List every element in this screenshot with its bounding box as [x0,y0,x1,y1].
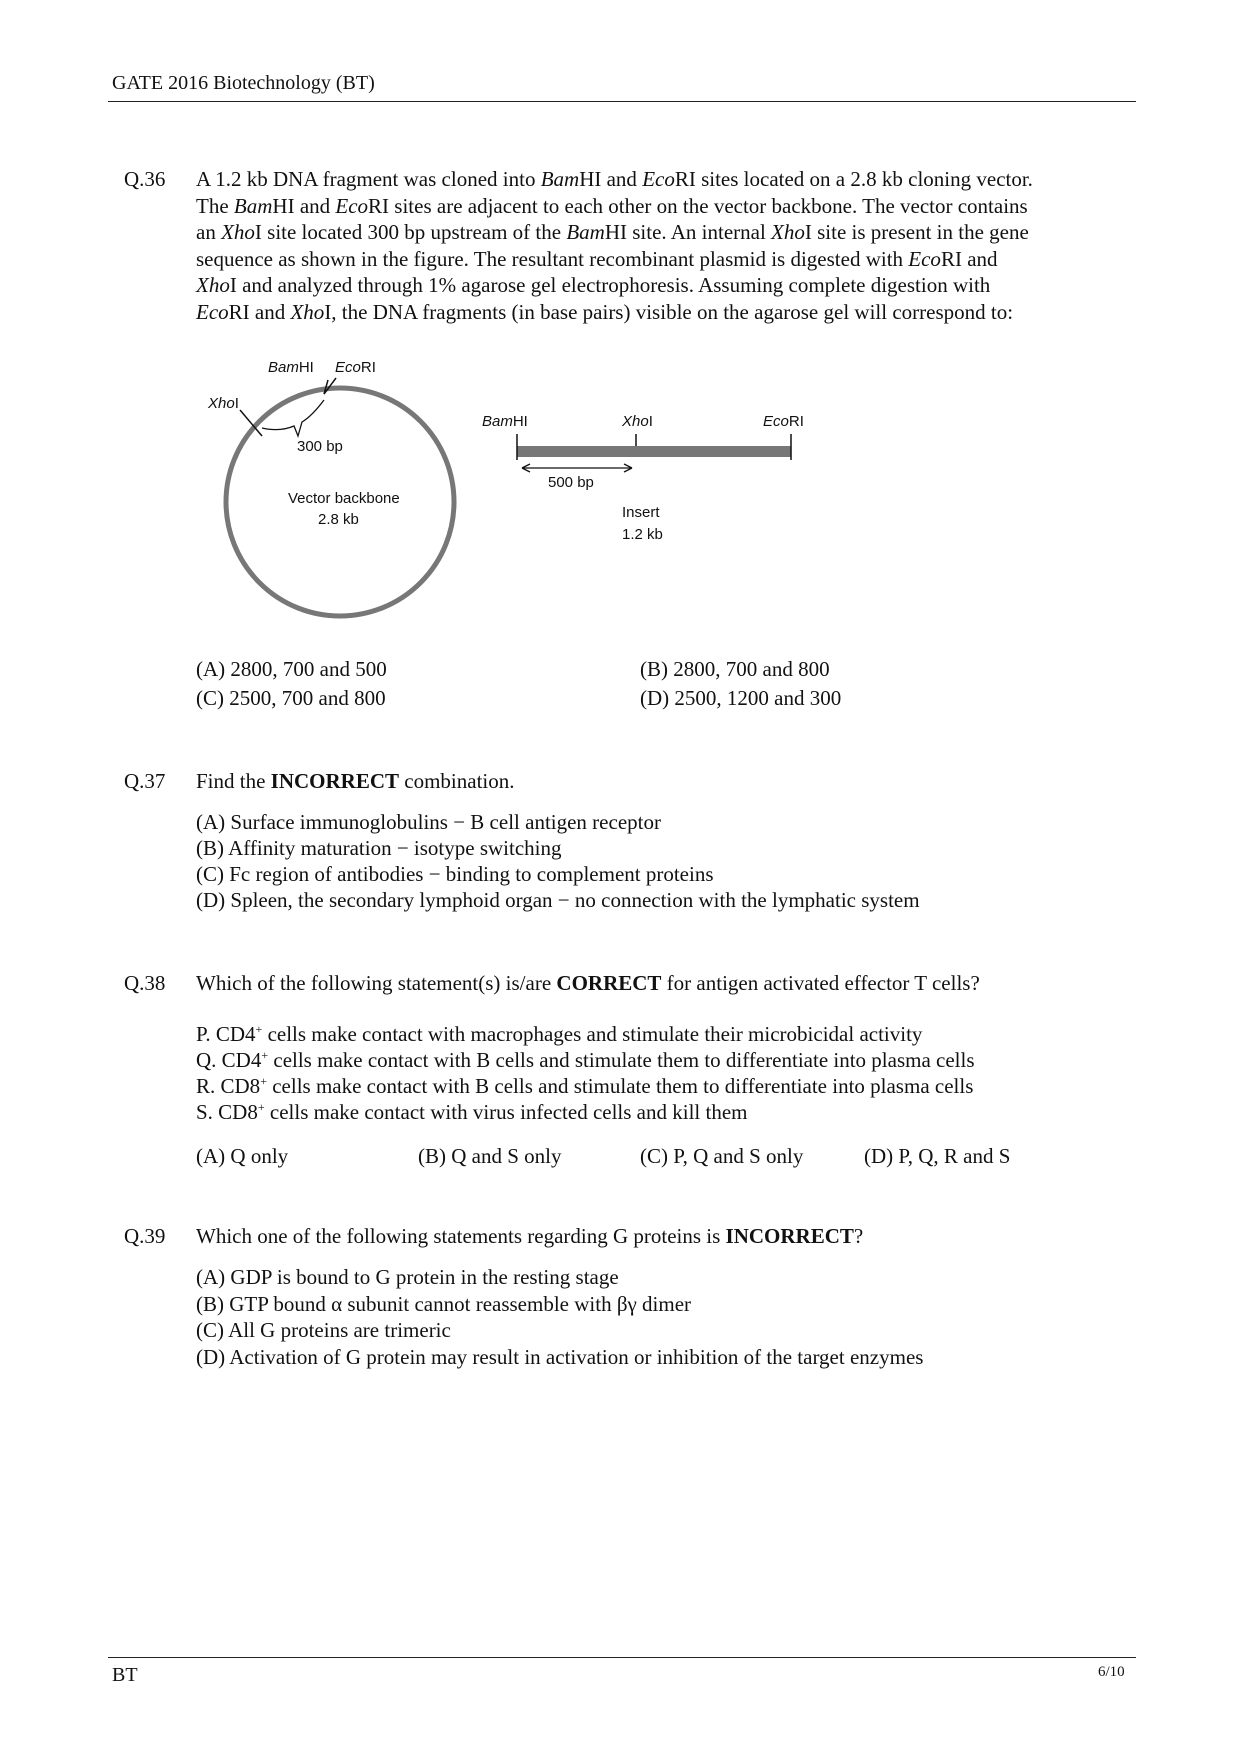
q38-option-a[interactable]: (A) Q only [196,1144,289,1168]
page-header: GATE 2016 Biotechnology (BT) [112,72,375,94]
q36-option-d[interactable]: (D) 2500, 1200 and 300 [640,686,842,710]
q37-option-a[interactable]: (A) Surface immunoglobulins − B cell antigen receptor [196,810,661,834]
q39-stem-post: ? [853,1224,864,1248]
footer-subject: BT [112,1664,138,1686]
q38-stem-post: for antigen activated effector T cells? [661,971,980,995]
q39-stem-bold: INCORRECT [725,1224,854,1248]
q37-option-b[interactable]: (B) Affinity maturation − isotype switching [196,836,562,860]
q37-option-c[interactable]: (C) Fc region of antibodies − binding to complement proteins [196,862,714,886]
q37-number: Q.37 [124,769,166,793]
q39-option-a[interactable]: (A) GDP is bound to G protein in the resting stage [196,1265,619,1289]
xhoi-label-vector: XhoI [208,395,239,412]
q37-stem-post: combination. [399,769,515,793]
vector-distance-label: 300 bp [297,438,343,455]
q38-option-d[interactable]: (D) P, Q, R and S [864,1144,1011,1168]
q38-stem-bold: CORRECT [556,971,662,995]
vector-backbone-label: Vector backbone [288,490,400,507]
xhoi-label-insert: XhoI [622,413,653,430]
insert-size-label: 1.2 kb [622,526,663,543]
q38-statement-p: P. CD4+ cells make contact with macrophages and stimulate their microbicidal activity [196,1022,923,1046]
footer-rule [108,1657,1136,1658]
ecori-label-vector: EcoRI [335,359,376,376]
ecori-label-insert: EcoRI [763,413,804,430]
q38-statement-s: S. CD8+ cells make contact with virus infected cells and kill them [196,1100,748,1124]
q39-number: Q.39 [124,1224,166,1248]
q37-stem [196,768,1136,795]
q38-stem-pre: Which of the following statement(s) is/are [196,971,557,995]
q38-option-b[interactable]: (B) Q and S only [418,1144,562,1168]
q38-stem [196,970,1136,997]
q36-number: Q.36 [124,167,166,191]
q36-line: an XhoI site located 300 bp upstream of the BamHI site. An internal XhoI site is present in the gene [196,220,1029,244]
bamhi-label-vector: BamHI [268,359,314,376]
q39-option-d[interactable]: (D) Activation of G protein may result in activation or inhibition of the target enzymes [196,1345,924,1369]
q39-option-b[interactable]: (B) GTP bound α subunit cannot reassemble with βγ dimer [196,1292,692,1316]
q38-statement-q: Q. CD4+ cells make contact with B cells and stimulate them to differentiate into plasma cells [196,1048,975,1072]
insert-bar [517,446,791,457]
q38-number: Q.38 [124,971,166,995]
q39-stem [196,1223,1136,1250]
q37-stem-pre: Find the [196,769,271,793]
insert-label: Insert [622,504,660,521]
q36-option-c[interactable]: (C) 2500, 700 and 800 [196,686,386,710]
q36-line: EcoRI and XhoI, the DNA fragments (in base pairs) visible on the agarose gel will correspond to: [196,299,1014,324]
vector-size-label: 2.8 kb [318,511,359,528]
q36-line: XhoI and analyzed through 1% agarose gel electrophoresis. Assuming complete digestion with [196,273,991,297]
q36-line: sequence as shown in the figure. The resultant recombinant plasmid is digested with EcoRI and [196,246,998,271]
q39-option-c[interactable]: (C) All G proteins are trimeric [196,1318,451,1342]
q38-option-c[interactable]: (C) P, Q and S only [640,1144,804,1168]
page-number: 6/10 [1098,1664,1125,1680]
q37-stem-bold: INCORRECT [270,769,400,793]
q36-line: A 1.2 kb DNA fragment was cloned into BamHI and EcoRI sites located on a 2.8 kb cloning vector. [196,167,1033,191]
brace-300bp [262,400,324,436]
bamhi-label-insert: BamHI [482,413,528,430]
q36-line: The BamHI and EcoRI sites are adjacent to each other on the vector backbone. The vector contains [196,193,1028,218]
q36-option-b[interactable]: (B) 2800, 700 and 800 [640,657,830,681]
q36-option-a[interactable]: (A) 2800, 700 and 500 [196,657,387,681]
q38-statement-r: R. CD8+ cells make contact with B cells and stimulate them to differentiate into plasma cells [196,1074,974,1098]
q37-option-d[interactable]: (D) Spleen, the secondary lymphoid organ − no connection with the lymphatic system [196,888,920,912]
q39-stem-pre: Which one of the following statements regarding G proteins is [196,1224,726,1248]
insert-distance-label: 500 bp [548,474,594,491]
q36-figure [0,0,1241,640]
